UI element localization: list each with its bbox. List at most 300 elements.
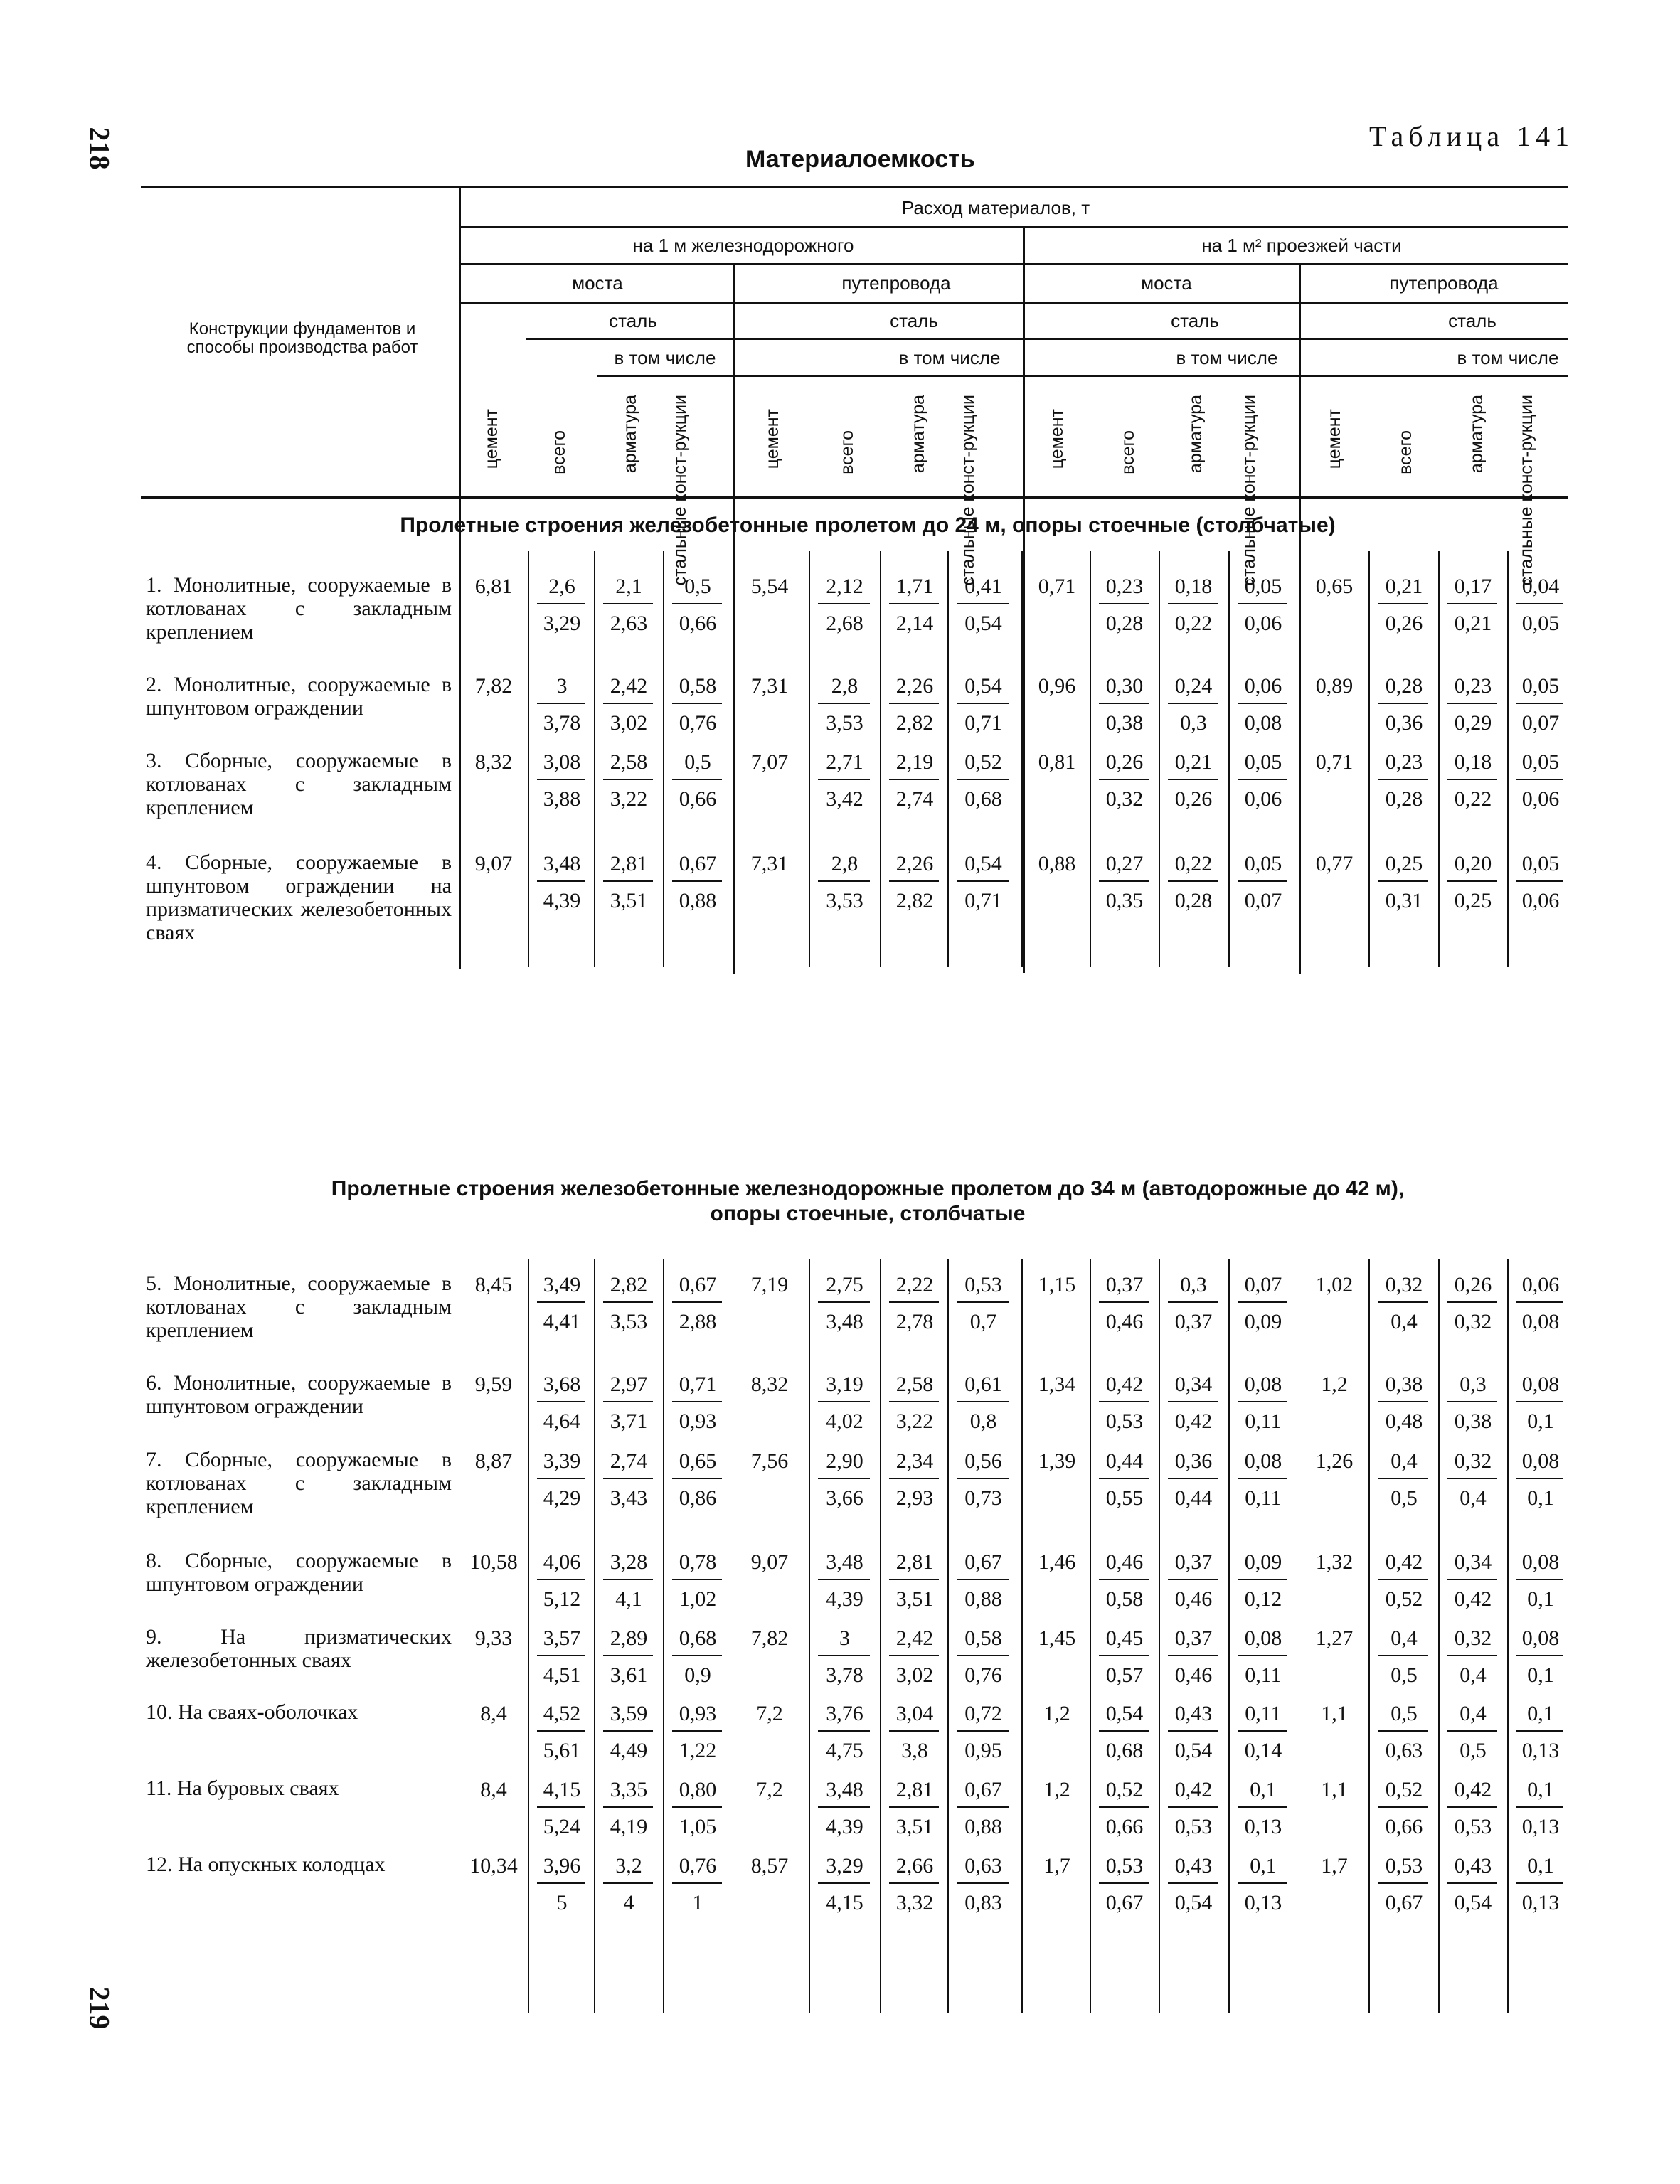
fraction-bar [1516,1301,1563,1303]
header-group1: на 1 м железнодорожного [632,235,854,256]
cell-value-top: 2,34 [895,1449,934,1473]
rule-under-top [459,226,1568,228]
cell-value-top: 0,58 [964,1626,1002,1650]
cell-value-top: 10,34 [469,1854,518,1877]
cell-value-top: 0,17 [1454,575,1492,598]
fraction-bar [889,603,939,604]
column-separator [1438,1259,1440,2013]
fraction-bar [1378,1478,1428,1479]
cell-value-bottom: 0,08 [1244,711,1282,735]
fraction-bar [1447,1655,1497,1656]
fraction-bar [672,1730,722,1732]
fraction-bar [672,1655,722,1656]
cell-value-top: 0,5 [1391,1702,1418,1725]
cell-value-bottom: 0,36 [1385,711,1423,735]
fraction-bar [603,603,653,604]
cell-value-bottom: 3,43 [610,1486,648,1510]
fraction-bar [1099,1301,1149,1303]
cell-value-bottom: 0,66 [679,787,717,811]
cell-value-top: 3,59 [610,1702,648,1725]
fraction-bar [603,1730,653,1732]
cell-value-bottom: 0,22 [1454,787,1492,811]
cell-value-top: 0,37 [1105,1273,1144,1296]
cell-value-top: 2,90 [826,1449,863,1473]
cell-value-bottom: 0,12 [1244,1587,1282,1611]
column-separator [594,1259,595,2013]
row-label: 3. Сборные, сооружаемые в котлованах с закладным креплением [146,749,452,819]
fraction-bar [1516,1401,1563,1402]
cell-value-top: 2,82 [610,1273,648,1296]
cell-value-top: 0,22 [1174,852,1213,875]
cell-value-bottom: 0,66 [1385,1815,1423,1838]
cell-value-top: 0,96 [1038,674,1076,698]
cell-value-top: 0,1 [1250,1778,1277,1801]
cell-value-top: 0,1 [1250,1854,1277,1877]
cell-value-top: 0,42 [1454,1778,1492,1801]
fraction-bar [1099,1579,1149,1580]
header-vtom-4: в том числе [1457,347,1559,368]
cell-value-bottom: 0,28 [1385,787,1423,811]
cell-value-top: 7,19 [750,1273,789,1296]
fraction-bar [1447,1806,1497,1808]
cell-value-bottom: 0,31 [1385,889,1423,912]
cell-value-top: 0,37 [1174,1550,1213,1574]
cell-value-bottom: 0,71 [964,889,1002,912]
cell-value-top: 2,89 [610,1626,648,1650]
cell-value-bottom: 0,42 [1454,1587,1492,1611]
fraction-bar [1516,1806,1563,1808]
column-separator [947,551,949,967]
cell-value-top: 0,93 [679,1702,717,1725]
fraction-bar [1378,1655,1428,1656]
fraction-bar [672,1806,722,1808]
fraction-bar [672,1478,722,1479]
fraction-bar [1099,1478,1149,1479]
cell-value-top: 3,76 [826,1702,863,1725]
cell-value-bottom: 3,51 [895,1587,934,1611]
cell-value-bottom: 0,3 [1180,711,1207,735]
col-konstr-3: стальные конст-рукции [1239,395,1259,586]
fraction-bar [1168,779,1218,780]
cell-value-bottom: 0,08 [1521,1310,1560,1333]
cell-value-bottom: 0,54 [1174,1891,1213,1914]
cell-value-bottom: 0,06 [1521,889,1560,912]
cell-value-bottom: 0,1 [1527,1663,1554,1687]
cell-value-top: 3,68 [543,1373,581,1396]
cell-value-top: 0,63 [964,1854,1002,1877]
cell-value-bottom: 0,44 [1174,1486,1213,1510]
cell-value-top: 0,26 [1105,750,1144,774]
fraction-bar [957,880,1009,882]
fraction-bar [1238,1579,1287,1580]
cell-value-top: 0,43 [1174,1702,1213,1725]
section1-title: Пролетные строения железобетонные пролетом до 24 м, опоры стоечные (столбчатые) [400,513,1336,537]
cell-value-top: 0,76 [679,1854,717,1877]
column-separator [1159,551,1160,967]
column-separator [594,551,595,967]
header-put-1: путепровода [841,272,951,294]
fraction-bar [672,603,722,604]
cell-value-top: 0,54 [964,674,1002,698]
cell-value-top: 1,1 [1321,1778,1348,1801]
cell-value-bottom: 0,46 [1105,1310,1144,1333]
cell-value-bottom: 0,05 [1521,612,1560,635]
cell-value-bottom: 2,78 [895,1310,934,1333]
cell-value-top: 0,36 [1174,1449,1213,1473]
fraction-bar [1447,1730,1497,1732]
cell-value-top: 0,08 [1244,1626,1282,1650]
section2-title-line2: опоры стоечные, столбчатые [710,1202,1026,1225]
fraction-bar [818,779,870,780]
cell-value-top: 0,68 [679,1626,717,1650]
fraction-bar [537,1655,585,1656]
cell-value-top: 8,4 [480,1702,507,1725]
cell-value-top: 3,35 [610,1778,648,1801]
cell-value-top: 7,31 [750,674,789,698]
cell-value-bottom: 4,19 [610,1815,648,1838]
fraction-bar [1099,1806,1149,1808]
cell-value-top: 10,58 [469,1550,518,1574]
fraction-bar [889,779,939,780]
col-cement-4: цемент [1324,409,1344,469]
col-cement-2: цемент [762,409,782,469]
fraction-bar [537,1806,585,1808]
cell-value-top: 3,04 [895,1702,934,1725]
cell-value-top: 0,20 [1454,852,1492,875]
cell-value-top: 2,42 [610,674,648,698]
fraction-bar [1168,1579,1218,1580]
fraction-bar [1378,880,1428,882]
cell-value-bottom: 0,88 [964,1587,1002,1611]
cell-value-top: 1,2 [1043,1778,1070,1801]
cell-value-top: 0,21 [1385,575,1423,598]
cell-value-top: 8,87 [474,1449,513,1473]
cell-value-top: 1,32 [1315,1550,1354,1574]
fraction-bar [1516,603,1563,604]
fraction-bar [1516,1730,1563,1732]
cell-value-top: 2,81 [610,852,648,875]
cell-value-bottom: 0,06 [1244,787,1282,811]
cell-value-bottom: 0,67 [1105,1891,1144,1914]
cell-value-top: 7,56 [750,1449,789,1473]
cell-value-bottom: 0,93 [679,1410,717,1433]
cell-value-bottom: 0,53 [1174,1815,1213,1838]
cell-value-top: 0,78 [679,1550,717,1574]
fraction-bar [957,603,1009,604]
cell-value-bottom: 0,83 [964,1891,1002,1914]
section2-title-line1: Пролетные строения железобетонные железнодорожные пролетом до 34 м (автодорожные до 42 м), [331,1177,1405,1200]
cell-value-top: 0,65 [1315,575,1354,598]
cell-value-top: 2,26 [895,674,934,698]
fraction-bar [1168,1401,1218,1402]
cell-value-top: 1,15 [1038,1273,1076,1296]
cell-value-bottom: 2,88 [679,1310,717,1333]
cell-value-top: 7,82 [474,674,513,698]
cell-value-bottom: 0,73 [964,1486,1002,1510]
cell-value-bottom: 0,54 [1174,1739,1213,1762]
cell-value-bottom: 0,25 [1454,889,1492,912]
cell-value-bottom: 3,78 [543,711,581,735]
cell-value-bottom: 0,53 [1105,1410,1144,1433]
cell-value-bottom: 2,93 [895,1486,934,1510]
cell-value-top: 0,21 [1174,750,1213,774]
fraction-bar [1447,1478,1497,1479]
column-separator [528,551,529,967]
cell-value-bottom: 4,1 [615,1587,642,1611]
cell-value-top: 0,26 [1454,1273,1492,1296]
fraction-bar [889,880,939,882]
fraction-bar [1099,1730,1149,1732]
fraction-bar [818,1806,870,1808]
fraction-bar [1168,1655,1218,1656]
fraction-bar [1378,603,1428,604]
cell-value-top: 0,23 [1385,750,1423,774]
row-label: 4. Сборные, сооружаемые в шпунтовом ограждении на призматических железобетонных сваях [146,851,452,944]
cell-value-bottom: 1 [692,1891,703,1914]
cell-value-top: 0,89 [1315,674,1354,698]
cell-value-bottom: 0,53 [1454,1815,1492,1838]
fraction-bar [818,1301,870,1303]
rule-under-group [459,263,1568,265]
cell-value-bottom: 4,15 [826,1891,863,1914]
row-label: 6. Монолитные, сооружаемые в шпунтовом ограждении [146,1371,452,1418]
cell-value-bottom: 0,9 [684,1663,711,1687]
row-label: 1. Монолитные, сооружаемые в котлованах с закладным креплением [146,573,452,644]
fraction-bar [1378,779,1428,780]
cell-value-top: 1,2 [1043,1702,1070,1725]
cell-value-bottom: 3,42 [826,787,863,811]
cell-value-top: 0,24 [1174,674,1213,698]
page-number-right: 219 [83,1986,116,2030]
cell-value-top: 9,07 [474,852,513,875]
col-cement-1: цемент [482,409,501,469]
column-separator [1090,551,1091,967]
cell-value-bottom: 0,22 [1174,612,1213,635]
row-label: 8. Сборные, сооружаемые в шпунтовом ограждении [146,1549,452,1596]
cell-value-top: 3,48 [543,852,581,875]
fraction-bar [1378,1882,1428,1884]
cell-value-bottom: 4,41 [543,1310,581,1333]
cell-value-bottom: 0,7 [969,1310,997,1333]
cell-value-bottom: 3,8 [901,1739,928,1762]
cell-value-top: 6,81 [474,575,513,598]
cell-value-bottom: 3,71 [610,1410,648,1433]
cell-value-bottom: 3,61 [610,1663,648,1687]
cell-value-top: 9,07 [750,1550,789,1574]
fraction-bar [603,1882,653,1884]
cell-value-top: 3,19 [826,1373,863,1396]
cell-value-top: 2,19 [895,750,934,774]
cell-value-top: 0,77 [1315,852,1354,875]
cell-value-top: 0,67 [679,852,717,875]
fraction-bar [537,1301,585,1303]
cell-value-bottom: 0,1 [1527,1410,1554,1433]
fraction-bar [1378,1730,1428,1732]
cell-value-bottom: 1,02 [679,1587,717,1611]
fraction-bar [1447,1401,1497,1402]
fraction-bar [537,1882,585,1884]
cell-value-top: 0,45 [1105,1626,1144,1650]
cell-value-top: 0,53 [1385,1854,1423,1877]
cell-value-top: 1,1 [1321,1702,1348,1725]
fraction-bar [889,1655,939,1656]
column-separator [663,1259,664,2013]
table-label: Таблица 141 [1369,120,1575,152]
fraction-bar [889,1730,939,1732]
fraction-bar [1238,1478,1287,1479]
header-stal-1: сталь [609,310,657,331]
cell-value-bottom: 3,51 [895,1815,934,1838]
column-separator [528,1259,529,2013]
col-vsego-1: всего [549,430,569,474]
fraction-bar [1099,1882,1149,1884]
cell-value-top: 0,06 [1521,1273,1560,1296]
fraction-bar [1168,1882,1218,1884]
cell-value-top: 2,6 [548,575,575,598]
cell-value-bottom: 0,38 [1105,711,1144,735]
cell-value-top: 0,4 [1391,1449,1418,1473]
cell-value-top: 0,52 [964,750,1002,774]
col-armatura-1: арматура [620,395,640,474]
fraction-bar [818,1730,870,1732]
cell-value-bottom: 0,42 [1174,1410,1213,1433]
cell-value-bottom: 0,32 [1105,787,1144,811]
cell-value-top: 2,58 [895,1373,934,1396]
fraction-bar [603,1478,653,1479]
fraction-bar [1168,1478,1218,1479]
cell-value-top: 0,32 [1385,1273,1423,1296]
cell-value-bottom: 0,13 [1521,1739,1560,1762]
cell-value-top: 1,2 [1321,1373,1348,1396]
fraction-bar [818,1579,870,1580]
cell-value-top: 8,57 [750,1854,789,1877]
cell-value-bottom: 1,22 [679,1739,717,1762]
fraction-bar [957,703,1009,704]
fraction-bar [1378,1401,1428,1402]
cell-value-top: 0,08 [1244,1449,1282,1473]
fraction-bar [889,1882,939,1884]
cell-value-bottom: 4,29 [543,1486,581,1510]
cell-value-bottom: 0,55 [1105,1486,1144,1510]
cell-value-bottom: 0,26 [1385,612,1423,635]
cell-value-bottom: 0,71 [964,711,1002,735]
fraction-bar [1516,779,1563,780]
cell-value-bottom: 0,67 [1385,1891,1423,1914]
cell-value-top: 0,42 [1385,1550,1423,1574]
cell-value-bottom: 0,68 [1105,1739,1144,1762]
fraction-bar [1516,703,1563,704]
cell-value-bottom: 3,51 [610,889,648,912]
row-label: 11. На буровых сваях [146,1777,339,1800]
cell-value-top: 0,1 [1527,1702,1554,1725]
cell-value-top: 0,32 [1454,1626,1492,1650]
cell-value-top: 0,1 [1527,1854,1554,1877]
cell-value-bottom: 5,61 [543,1739,581,1762]
cell-value-bottom: 4,64 [543,1410,581,1433]
cell-value-top: 0,08 [1521,1449,1560,1473]
cell-value-top: 7,07 [750,750,789,774]
header-vtom-1: в том числе [614,347,716,368]
cell-value-top: 4,52 [543,1702,581,1725]
cell-value-bottom: 0,76 [679,711,717,735]
cell-value-bottom: 3,29 [543,612,581,635]
cell-value-bottom: 5 [556,1891,568,1914]
fraction-bar [1447,1882,1497,1884]
column-separator [880,551,881,967]
row-label: 7. Сборные, сооружаемые в котлованах с закладным креплением [146,1448,452,1518]
cell-value-bottom: 0,8 [969,1410,997,1433]
fraction-bar [889,1579,939,1580]
fraction-bar [672,1882,722,1884]
cell-value-bottom: 2,14 [895,612,934,635]
cell-value-top: 3,08 [543,750,581,774]
cell-value-top: 0,71 [1038,575,1076,598]
cell-value-top: 0,42 [1105,1373,1144,1396]
col-armatura-3: арматура [1186,395,1206,474]
cell-value-top: 0,42 [1174,1778,1213,1801]
cell-value-bottom: 0,4 [1460,1486,1487,1510]
cell-value-top: 0,4 [1391,1626,1418,1650]
fraction-bar [1238,880,1287,882]
cell-value-top: 2,81 [895,1550,934,1574]
cell-value-bottom: 3,02 [610,711,648,735]
header-group2: на 1 м² проезжей части [1201,235,1402,256]
cell-value-top: 0,54 [1105,1702,1144,1725]
cell-value-bottom: 0,5 [1391,1663,1418,1687]
fraction-bar [672,880,722,882]
cell-value-top: 0,65 [679,1449,717,1473]
cell-value-bottom: 0,13 [1244,1891,1282,1914]
cell-value-bottom: 3,32 [895,1891,934,1914]
fraction-bar [537,1401,585,1402]
cell-value-top: 2,8 [831,852,858,875]
cell-value-bottom: 0,4 [1391,1310,1418,1333]
cell-value-top: 3,96 [543,1854,581,1877]
cell-value-top: 1,27 [1315,1626,1354,1650]
column-separator [947,1259,949,2013]
fraction-bar [957,1730,1009,1732]
fraction-bar [603,1655,653,1656]
fraction-bar [537,1478,585,1479]
cell-value-top: 1,71 [895,575,934,598]
cell-value-top: 0,43 [1174,1854,1213,1877]
cell-value-top: 2,22 [895,1273,934,1296]
fraction-bar [1099,880,1149,882]
cell-value-top: 0,06 [1244,674,1282,698]
cell-value-top: 0,4 [1460,1702,1487,1725]
cell-value-bottom: 4,02 [826,1410,863,1433]
cell-value-top: 0,43 [1454,1854,1492,1877]
cell-value-top: 0,05 [1521,750,1560,774]
cell-value-top: 2,74 [610,1449,648,1473]
column-separator [1159,1259,1160,2013]
cell-value-top: 7,82 [750,1626,789,1650]
cell-value-bottom: 3,66 [826,1486,863,1510]
cell-value-top: 0,53 [1105,1854,1144,1877]
fraction-bar [1168,880,1218,882]
cell-value-bottom: 0,09 [1244,1310,1282,1333]
fraction-bar [1238,1730,1287,1732]
cell-value-top: 1,02 [1315,1273,1354,1296]
fraction-bar [1238,1401,1287,1402]
cell-value-top: 0,05 [1244,750,1282,774]
cell-value-bottom: 0,28 [1174,889,1213,912]
cell-value-bottom: 1,05 [679,1815,717,1838]
cell-value-bottom: 0,21 [1454,612,1492,635]
cell-value-top: 0,30 [1105,674,1144,698]
fraction-bar [957,1882,1009,1884]
cell-value-top: 2,1 [615,575,642,598]
